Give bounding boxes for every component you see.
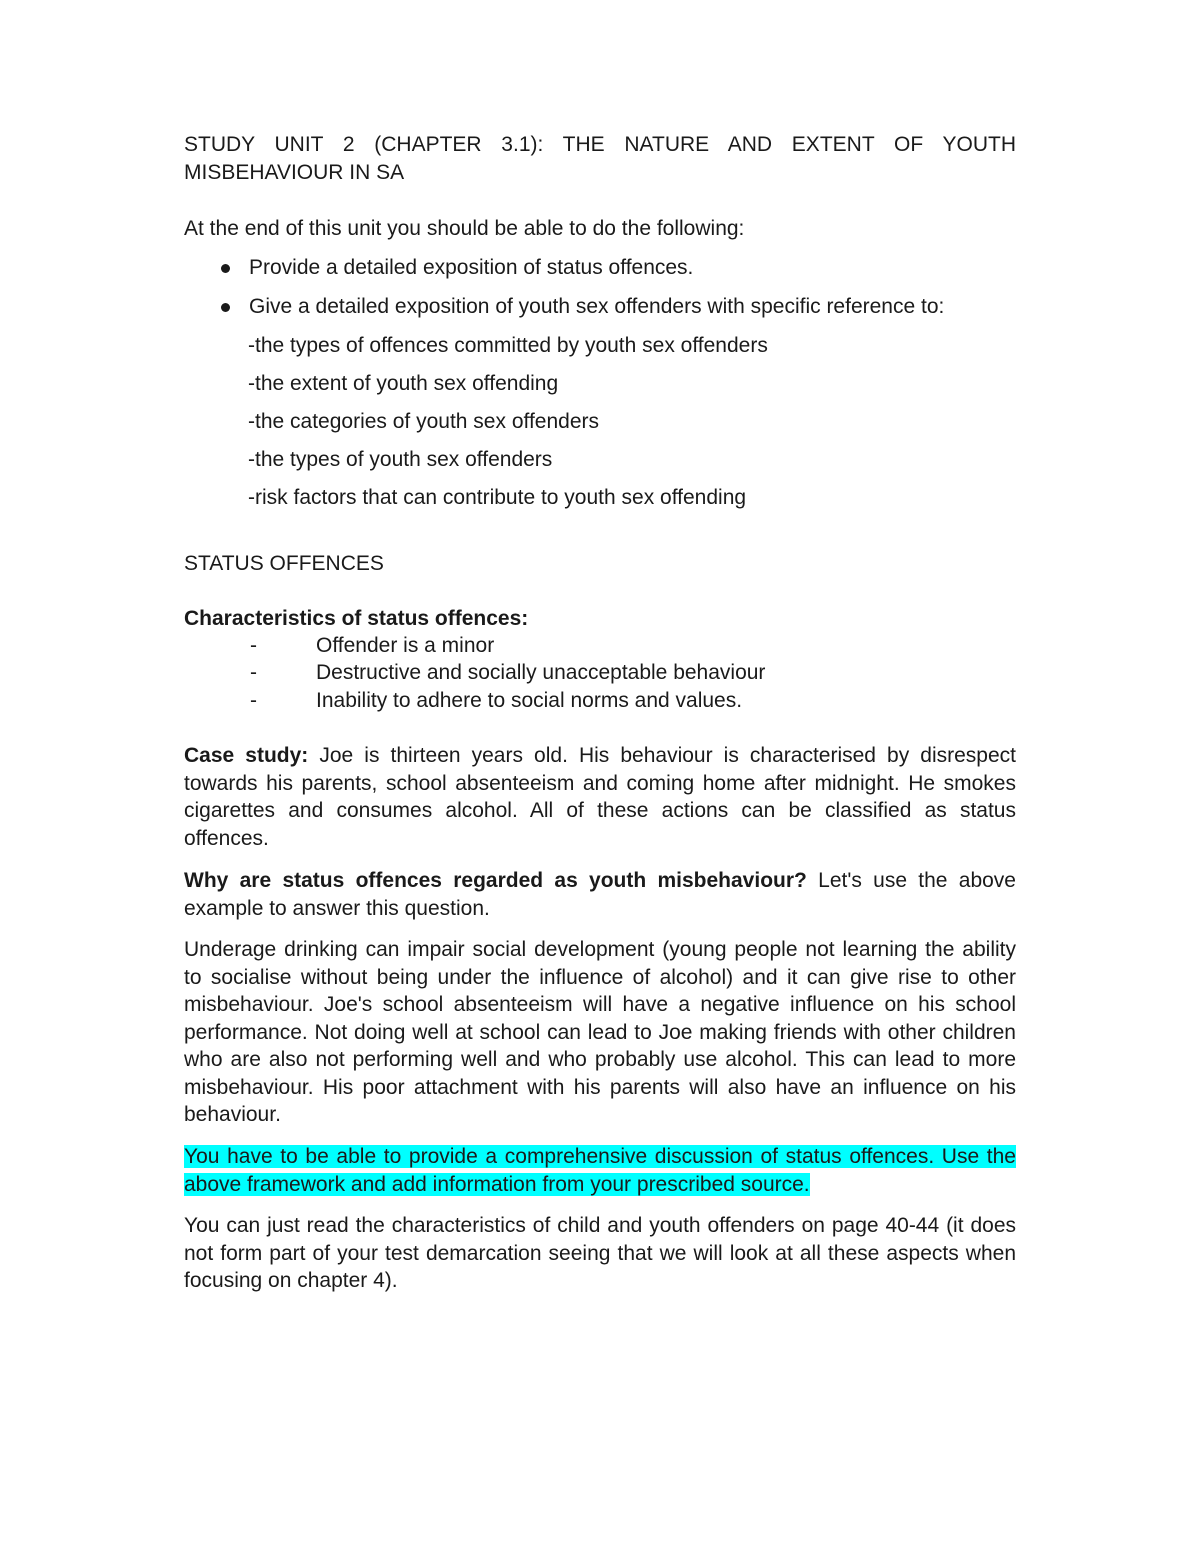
- intro-text: At the end of this unit you should be able to do the following:: [184, 217, 745, 240]
- bullet-icon: [221, 303, 230, 312]
- why-label: Why are status offences regarded as youth misbehaviour?: [184, 869, 807, 892]
- characteristic-text: Offender is a minor: [316, 634, 495, 657]
- section-heading: STATUS OFFENCES: [184, 552, 384, 575]
- page-title: STUDY UNIT 2 (CHAPTER 3.1): THE NATURE AND EXTENT OF YOUTH MISBEHAVIOUR IN SA: [184, 133, 1016, 184]
- bullet-text: Give a detailed exposition of youth sex offenders with specific reference to:: [249, 295, 945, 318]
- why-text: Let's use the above example to answer this question.: [184, 869, 1016, 920]
- sub-item: -the categories of youth sex offenders: [248, 410, 599, 433]
- closing-paragraph: You can just read the characteristics of child and youth offenders on page 40-44 (it does not form part of your test demarcation seeing that we will look at all these aspects when focusing on chapter 4).: [184, 1214, 1016, 1292]
- dash-marker: -: [250, 689, 257, 712]
- sub-item: -risk factors that can contribute to youth sex offending: [248, 486, 747, 509]
- characteristics-heading: Characteristics of status offences:: [184, 607, 529, 630]
- highlighted-note-paragraph: [184, 1143, 1016, 1198]
- sub-item: -the types of offences committed by youth sex offenders: [248, 334, 768, 357]
- characteristic-text: Inability to adhere to social norms and values.: [316, 689, 743, 712]
- highlighted-note: You have to be able to provide a comprehensive discussion of status offences. Use the above framework and add information from your prescribed source.: [184, 1145, 1016, 1196]
- bullet-icon: [221, 264, 230, 273]
- case-study-text: Joe is thirteen years old. His behaviour is characterised by disrespect towards his parents, school absenteeism and coming home after midnight. He smokes cigarettes and consumes alcohol. All of these actions can be classified as status offences.: [184, 744, 1016, 850]
- case-study-paragraph: [184, 742, 1016, 852]
- sub-item: -the extent of youth sex offending: [248, 372, 559, 395]
- dash-marker: -: [250, 634, 257, 657]
- sub-item: -the types of youth sex offenders: [248, 448, 553, 471]
- case-study-label: Case study:: [184, 744, 309, 767]
- characteristic-text: Destructive and socially unacceptable behaviour: [316, 661, 766, 684]
- why-paragraph: [184, 867, 1016, 922]
- bullet-text: Provide a detailed exposition of status offences.: [249, 256, 694, 279]
- explanation-paragraph: Underage drinking can impair social development (young people not learning the ability to socialise without being under the influence of alcohol) and it can give rise to other misbehaviour. Joe's school absenteeism will have a negative influence on his school performance. Not doing well at school can lead to Joe making friends with other children who are also not performing well and who probably use alcohol. This can lead to more misbehaviour. His poor attachment with his parents will also have an influence on his behaviour.: [184, 938, 1016, 1126]
- dash-marker: -: [250, 661, 257, 684]
